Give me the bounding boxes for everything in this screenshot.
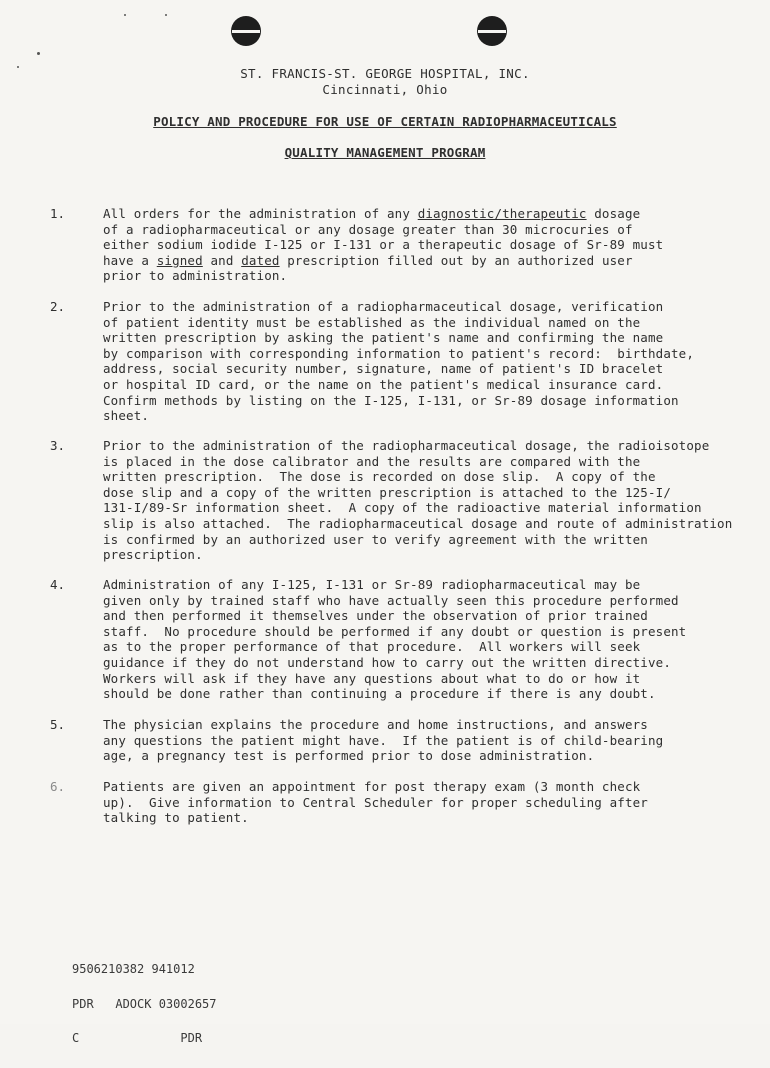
docket-stamp (72, 941, 217, 1068)
text-line: slip is also attached. The radiopharmaceutical dosage and route of administration (103, 515, 733, 531)
item-number: 3. (50, 438, 66, 453)
text-line: up). Give information to Central Scheduler for proper scheduling after (103, 794, 648, 810)
item-text (103, 779, 723, 826)
text-line: is placed in the dose calibrator and the results are compared with the (103, 453, 641, 469)
text-line: and then performed it themselves under the observation of prior trained (103, 608, 648, 624)
text-line: Administration of any I-125, I-131 or Sr-89 radiopharmaceutical may be (103, 577, 641, 592)
text-line: have a signed and dated prescription filled out by an authorized user (103, 252, 633, 268)
text-line: Workers will ask if they have any questions about what to do or how it (103, 670, 641, 686)
text-line: Confirm methods by listing on the I-125, I-131, or Sr-89 dosage information (103, 392, 679, 408)
item-text (103, 206, 723, 284)
text-line: of patient identity must be established as the individual named on the (103, 314, 641, 330)
text-line: 131-I/89-Sr information sheet. A copy of the radioactive material information (103, 500, 702, 516)
text-line: age, a pregnancy test is performed prior to dose administration. (103, 748, 595, 764)
text-line: All orders for the administration of any diagnostic/therapeutic dosage (103, 206, 641, 221)
scan-speck (165, 14, 167, 16)
punch-hole-icon (229, 14, 263, 48)
item-text (103, 577, 723, 702)
text-line: written prescription. The dose is recorded on dose slip. A copy of the (103, 469, 656, 485)
item-text (103, 299, 723, 424)
text-line: dose slip and a copy of the written prescription is attached to the 125-I/ (103, 484, 671, 500)
text-line: sheet. (103, 408, 150, 424)
text-line: written prescription by asking the patient's name and confirming the name (103, 330, 664, 346)
text-line: as to the proper performance of that procedure. All workers will seek (103, 639, 641, 655)
item-text (103, 717, 723, 764)
text-line: any questions the patient might have. If the patient is of child-bearing (103, 732, 664, 748)
text-line: prior to administration. (103, 268, 288, 284)
text-line: guidance if they do not understand how to carry out the written directive. (103, 654, 671, 670)
text-line: staff. No procedure should be performed if any doubt or question is present (103, 623, 687, 639)
scan-speck (37, 52, 40, 55)
scan-speck (124, 14, 126, 16)
item-number: 2. (50, 299, 66, 314)
org-city: Cincinnati, Ohio (322, 82, 448, 97)
text-line: of a radiopharmaceutical or any dosage greater than 30 microcuries of (103, 221, 633, 237)
text-line: Prior to the administration of a radiopharmaceutical dosage, verification (103, 299, 664, 314)
item-number: 5. (50, 717, 66, 732)
text-line: is confirmed by an authorized user to verify agreement with the written (103, 531, 648, 547)
text-line: by comparison with corresponding information to patient's record: birthdate, (103, 345, 695, 361)
punch-hole-icon (475, 14, 509, 48)
item-number: 6. (50, 779, 66, 794)
text-line: Patients are given an appointment for post therapy exam (3 month check (103, 779, 641, 794)
text-line: talking to patient. (103, 810, 249, 826)
text-line: The physician explains the procedure and home instructions, and answers (103, 717, 648, 732)
policy-title: POLICY AND PROCEDURE FOR USE OF CERTAIN RADIOPHARMACEUTICALS (153, 114, 617, 129)
text-line: either sodium iodide I-125 or I-131 or a therapeutic dosage of Sr-89 must (103, 237, 664, 253)
text-line: given only by trained staff who have actually seen this procedure performed (103, 592, 679, 608)
docket-line-2: PDR ADOCK 03002657 (72, 996, 217, 1011)
text-line: Prior to the administration of the radiopharmaceutical dosage, the radioisotope (103, 438, 710, 453)
item-text (103, 438, 733, 563)
text-line: prescription. (103, 547, 203, 563)
item-number: 4. (50, 577, 66, 592)
docket-line-3: C PDR (72, 1031, 203, 1045)
org-name: ST. FRANCIS-ST. GEORGE HOSPITAL, INC. (240, 66, 530, 81)
docket-line-1: 9506210382 941012 (72, 962, 195, 976)
text-line: should be done rather than continuing a procedure if there is any doubt. (103, 686, 656, 702)
text-line: or hospital ID card, or the name on the patient's medical insurance card. (103, 376, 664, 392)
item-number: 1. (50, 206, 66, 221)
text-line: address, social security number, signature, name of patient's ID bracelet (103, 361, 664, 377)
program-title: QUALITY MANAGEMENT PROGRAM (284, 145, 486, 160)
